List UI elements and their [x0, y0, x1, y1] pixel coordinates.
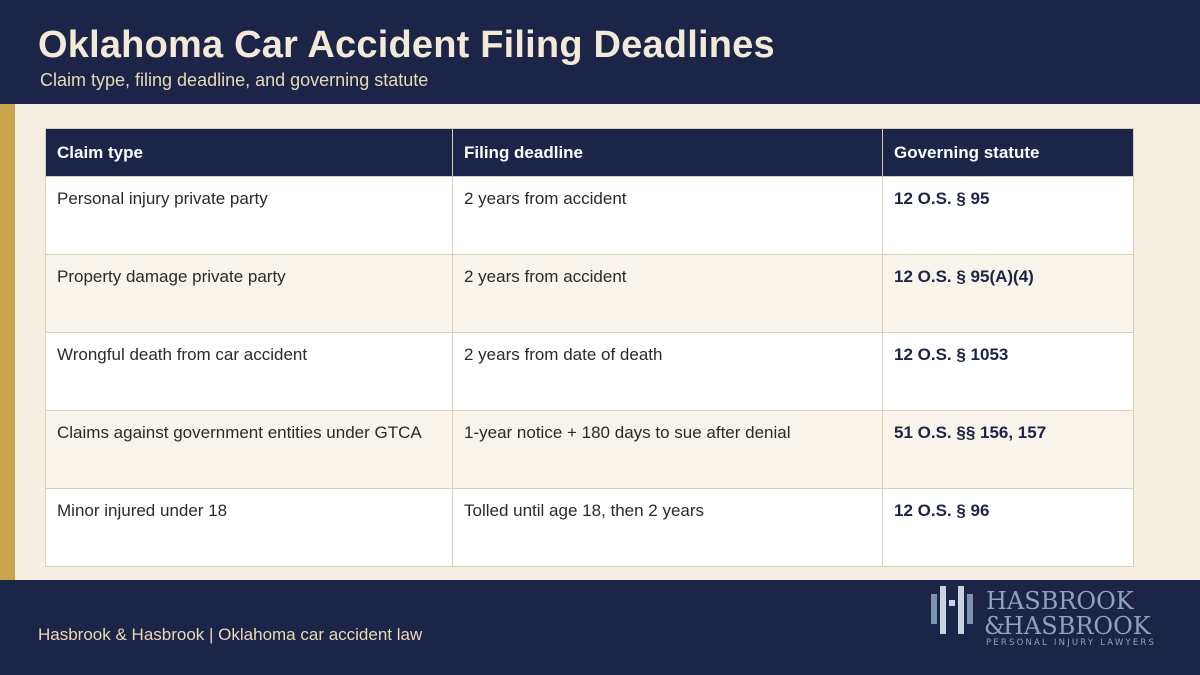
- column-header-filing-deadline: Filing deadline: [453, 129, 883, 177]
- logo-tagline: PERSONAL INJURY LAWYERS: [986, 638, 1157, 648]
- logo-name-line2: HASBROOK: [1003, 612, 1151, 640]
- footer-text: Hasbrook & Hasbrook | Oklahoma car accident law: [38, 625, 423, 644]
- logo-ampersand: &: [984, 612, 1006, 640]
- statute-cell: 12 O.S. § 96: [883, 489, 1134, 567]
- logo-name-line1: HASBROOK: [986, 587, 1134, 615]
- page-subtitle: Claim type, filing deadline, and governing statute: [40, 70, 429, 90]
- table-row: [46, 255, 1134, 333]
- filing-deadline-cell: Tolled until age 18, then 2 years: [453, 489, 883, 567]
- deadlines-table: [45, 128, 1134, 567]
- side-accent-bar: [0, 104, 15, 580]
- claim-type-cell: Property damage private party: [46, 255, 453, 333]
- table-row: [46, 177, 1134, 255]
- table-header-row: [46, 129, 1134, 177]
- hasbrook-logo: [928, 584, 1178, 650]
- pillar-mark-icon: [931, 586, 973, 634]
- filing-deadline-cell: 2 years from accident: [453, 177, 883, 255]
- table-row: [46, 489, 1134, 567]
- filing-deadline-cell: 1-year notice + 180 days to sue after denial: [453, 411, 883, 489]
- claim-type-cell: Claims against government entities under GTCA: [46, 411, 453, 489]
- statute-cell: 12 O.S. § 1053: [883, 333, 1134, 411]
- page-title: Oklahoma Car Accident Filing Deadlines: [38, 24, 775, 66]
- filing-deadline-cell: 2 years from date of death: [453, 333, 883, 411]
- statute-cell: 12 O.S. § 95(A)(4): [883, 255, 1134, 333]
- header-banner: [0, 0, 1200, 104]
- claim-type-cell: Personal injury private party: [46, 177, 453, 255]
- claim-type-cell: Wrongful death from car accident: [46, 333, 453, 411]
- statute-cell: 12 O.S. § 95: [883, 177, 1134, 255]
- table-row: [46, 411, 1134, 489]
- statute-cell: 51 O.S. §§ 156, 157: [883, 411, 1134, 489]
- claim-type-cell: Minor injured under 18: [46, 489, 453, 567]
- column-header-governing-statute: Governing statute: [883, 129, 1134, 177]
- column-header-claim-type: Claim type: [46, 129, 453, 177]
- filing-deadline-cell: 2 years from accident: [453, 255, 883, 333]
- table-row: [46, 333, 1134, 411]
